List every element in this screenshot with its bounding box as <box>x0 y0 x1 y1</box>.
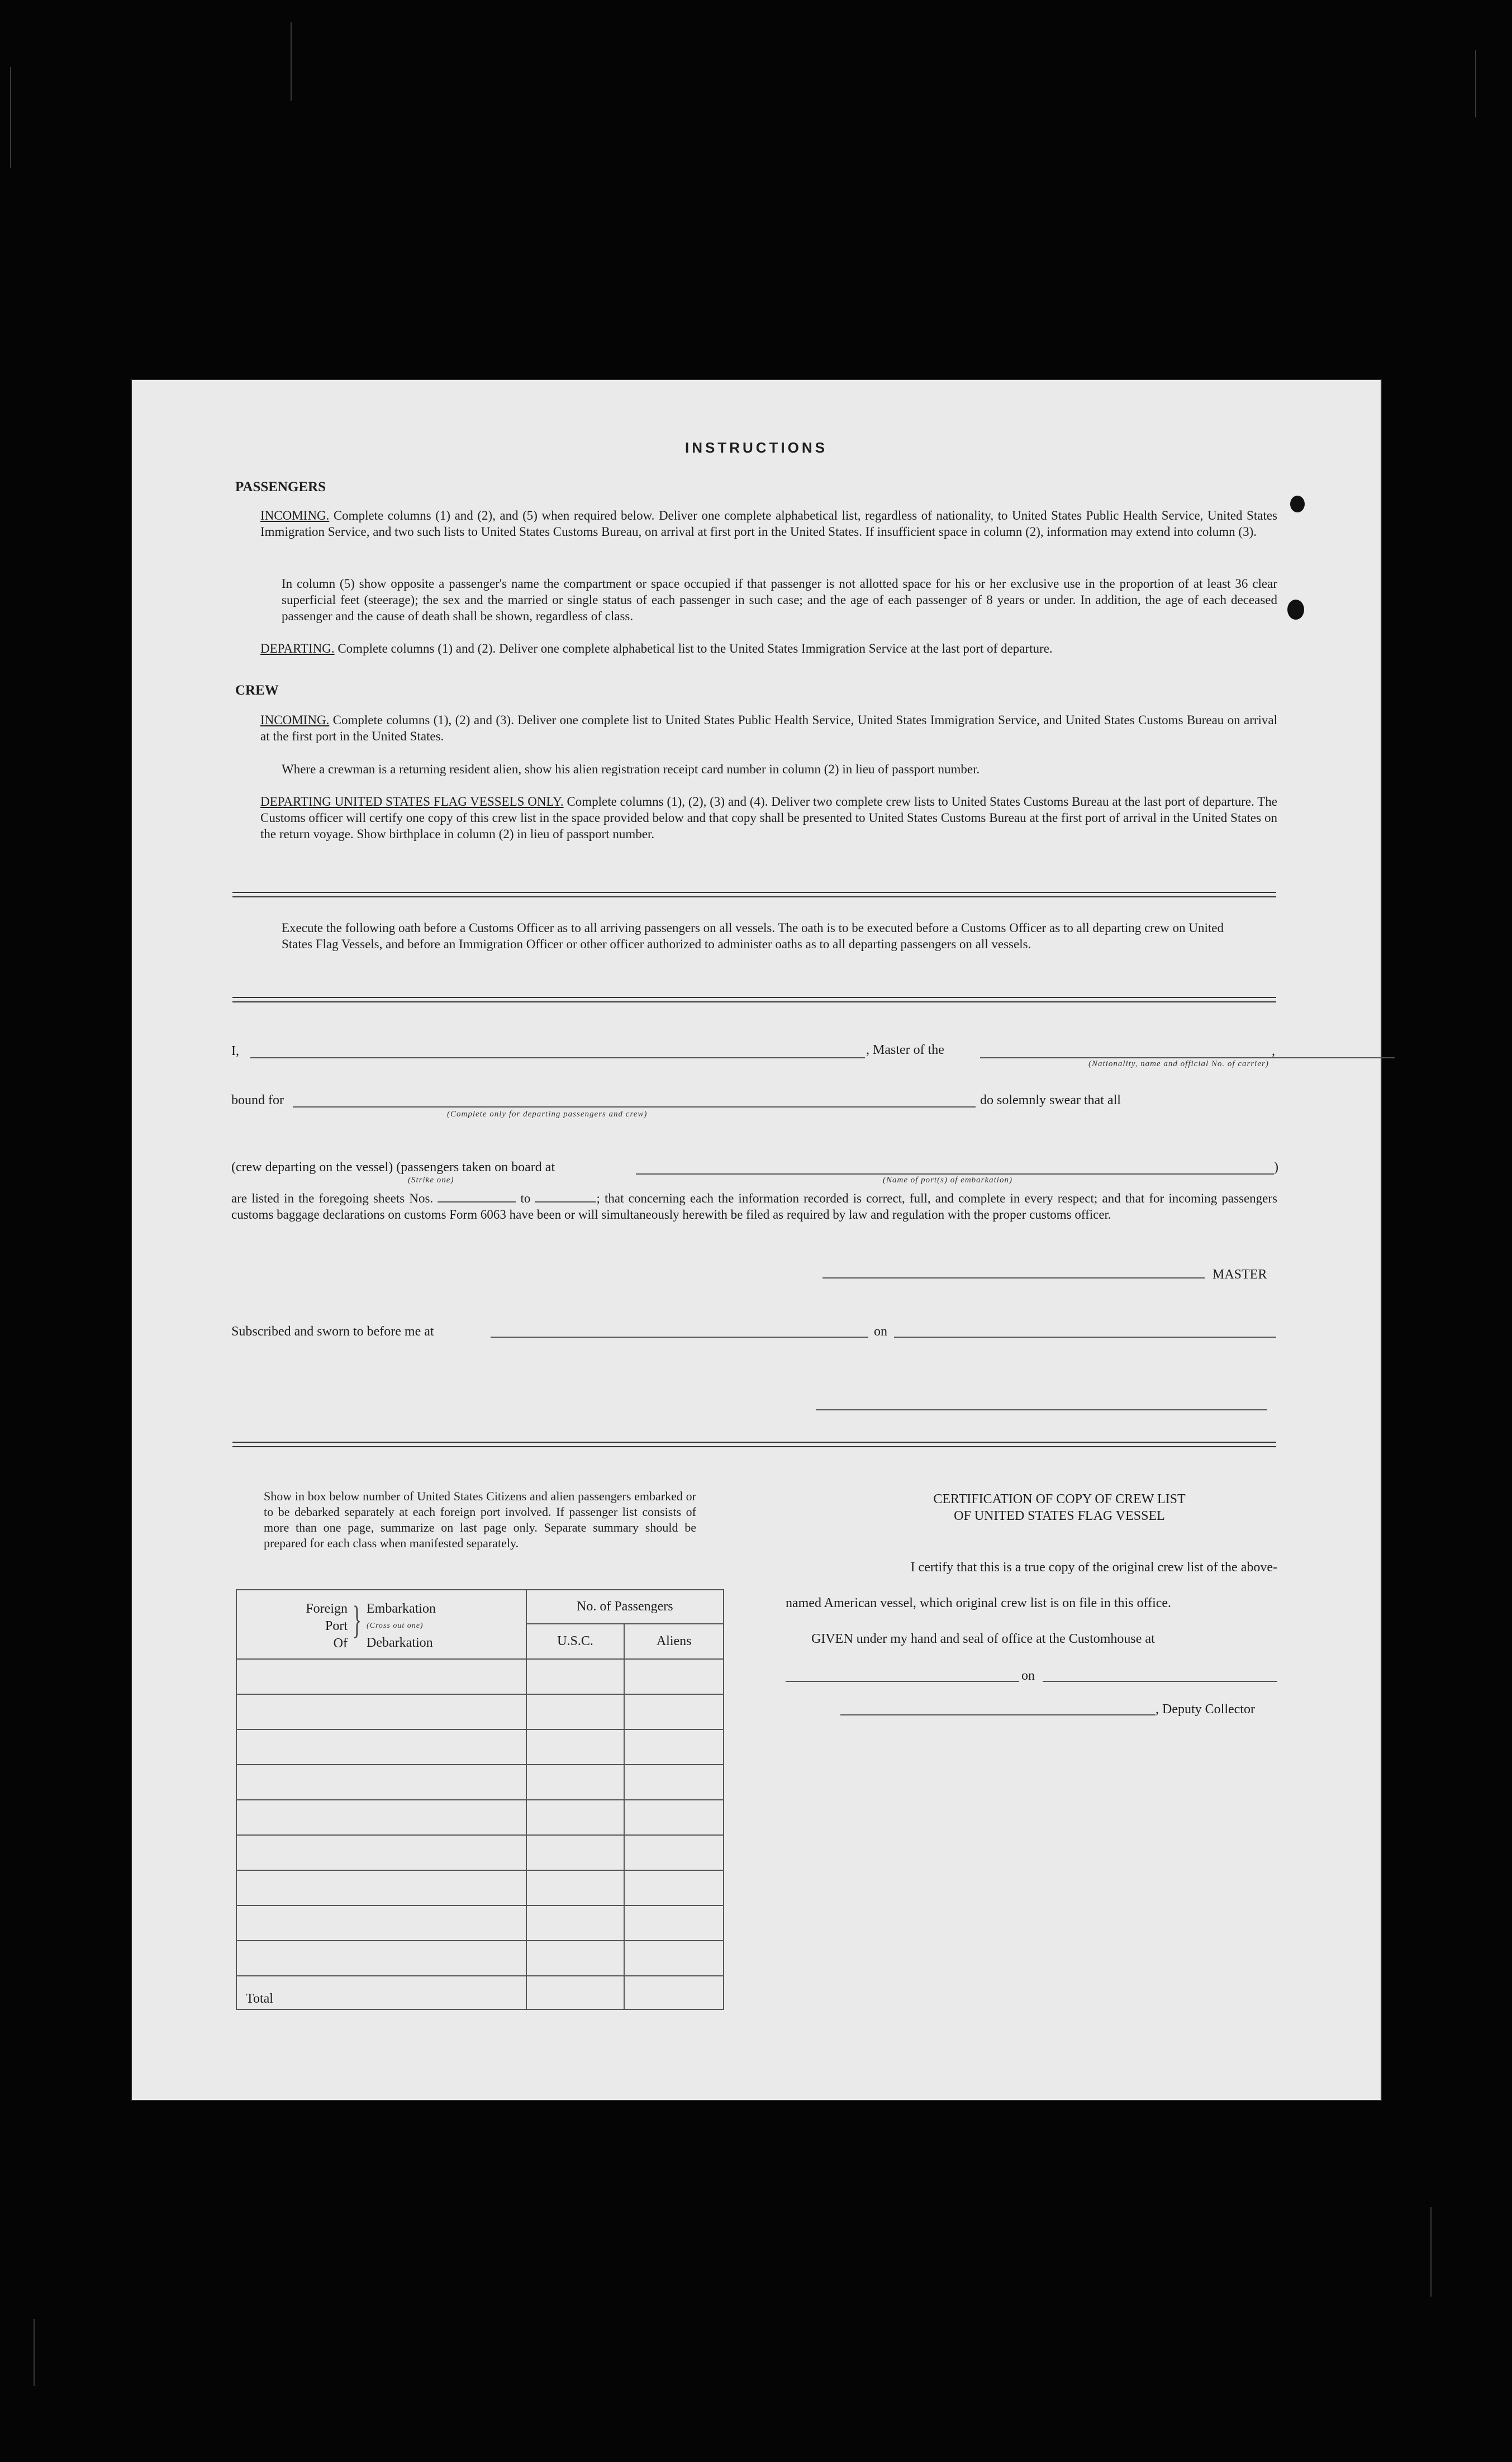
port-cell[interactable] <box>236 1659 526 1694</box>
listed-rest: ; that concerning each the information recorded is correct, full, and complete in every respect; and that for incoming passengers customs baggage declarations on customs Form 6063 have been or will simultaneously herewith be filed as required by law and regulation with the proper customs officer. <box>231 1191 1277 1222</box>
certification-line3: GIVEN under my hand and seal of office at the Customhouse at <box>811 1632 1155 1646</box>
certification-date-line[interactable] <box>1043 1681 1277 1682</box>
usc-cell[interactable] <box>526 1694 625 1729</box>
port-cell[interactable] <box>236 1800 526 1835</box>
certification-line2: named American vessel, which original crew list is on file in this office. <box>786 1596 1172 1610</box>
film-scratch <box>10 67 11 168</box>
brace-symbol: } <box>352 1599 362 1642</box>
aliens-cell[interactable] <box>624 1835 724 1870</box>
usc-cell[interactable] <box>526 1659 625 1694</box>
swear-label: do solemnly swear that all <box>980 1093 1121 1108</box>
master-signature-line[interactable] <box>822 1277 1205 1278</box>
total-label: Total <box>236 1976 526 2009</box>
aliens-cell[interactable] <box>624 1765 724 1800</box>
deputy-collector-label: , Deputy Collector <box>1156 1702 1255 1717</box>
table-row <box>236 1870 724 1905</box>
master-of-label: , Master of the <box>866 1043 944 1057</box>
oath-trailing-comma: , <box>1272 1044 1275 1058</box>
aliens-cell[interactable] <box>624 1729 724 1765</box>
table-row <box>236 1905 724 1941</box>
to-label: to <box>520 1191 531 1205</box>
usc-cell[interactable] <box>526 1800 625 1835</box>
crew-incoming-para <box>260 712 1277 744</box>
passengers-departing-text: Complete columns (1) and (2). Deliver one complete alphabetical list to the United States Immigration Service at the last port of departure. <box>337 641 1053 655</box>
subscribed-on-label: on <box>874 1324 887 1339</box>
table-row <box>236 1694 724 1729</box>
aliens-cell[interactable] <box>624 1659 724 1694</box>
master-name-line[interactable] <box>250 1057 865 1058</box>
film-scratch <box>291 22 292 101</box>
aliens-cell[interactable] <box>624 1941 724 1976</box>
certification-line1: I certify that this is a true copy of the original crew list of the above- <box>910 1560 1277 1575</box>
passengers-incoming-label: INCOMING. <box>260 508 330 522</box>
port-cell[interactable] <box>236 1905 526 1941</box>
port-header-cell <box>236 1590 526 1659</box>
usc-cell[interactable] <box>526 1905 625 1941</box>
embarkation-port-line[interactable] <box>636 1173 1274 1175</box>
carrier-line[interactable] <box>980 1057 1395 1058</box>
deputy-signature-line[interactable] <box>840 1714 1156 1715</box>
ink-blot <box>1290 496 1305 512</box>
bound-caption: (Complete only for departing passengers and crew) <box>447 1110 648 1119</box>
oath-intro: Execute the following oath before a Customs Officer as to all arriving passengers on all vessels. The oath is to be executed before a Customs Officer as to all departing crew on United States Flag Vessels, and before an Immigration Officer or other officer authorized to administer oaths as to all departing passengers on all vessels. <box>282 921 1224 951</box>
certification-title-line1: CERTIFICATION OF COPY OF CREW LIST <box>933 1492 1186 1506</box>
aliens-header: Aliens <box>624 1624 724 1659</box>
passengers-column5-para: In column (5) show opposite a passenger's name the compartment or space occupied if that passenger is not allotted space for his or her exclusive use in the proportion of at least 36 clear superficial feet (steerage); the sex and the married or single status of each passenger in such case; and the age of each passenger of 8 years or under. In addition, the age of each deceased passenger and the cause of death shall be shown, regardless of class. <box>282 577 1277 623</box>
crew-incoming-text: Complete columns (1), (2) and (3). Deliver one complete list to United States Public Health Service, United States Immigration Service, and United States Customs Bureau on arrival at the first port in the United States. <box>260 713 1278 743</box>
bound-for-label: bound for <box>231 1093 284 1108</box>
usc-cell[interactable] <box>526 1729 625 1765</box>
passengers-departing-label: DEPARTING. <box>260 641 335 655</box>
listed-label: are listed in the foregoing sheets Nos. <box>231 1191 434 1205</box>
passenger-summary-table <box>236 1589 724 2010</box>
subscribed-label: Subscribed and sworn to before me at <box>231 1324 434 1339</box>
table-row <box>236 1659 724 1694</box>
usc-cell[interactable] <box>526 1835 625 1870</box>
ink-blot <box>1287 600 1304 620</box>
sworn-place-line[interactable] <box>491 1337 868 1338</box>
crew-departing-para <box>260 793 1277 842</box>
usc-cell[interactable] <box>526 1765 625 1800</box>
col-port: Port <box>325 1619 348 1633</box>
aliens-cell[interactable] <box>624 1870 724 1905</box>
port-cell[interactable] <box>236 1941 526 1976</box>
certification-title-line2: OF UNITED STATES FLAG VESSEL <box>954 1509 1165 1523</box>
table-row <box>236 1765 724 1800</box>
crew-heading: CREW <box>235 683 279 698</box>
no-passengers-header: No. of Passengers <box>526 1590 724 1624</box>
col-cross: (Cross out one) <box>367 1622 424 1630</box>
aliens-cell[interactable] <box>624 1694 724 1729</box>
film-scratch <box>1430 2207 1432 2297</box>
col-debarkation: Debarkation <box>367 1636 433 1650</box>
crew-incoming-label: INCOMING. <box>260 713 330 727</box>
sheet-to-line[interactable] <box>535 1201 596 1203</box>
usc-cell[interactable] <box>526 1941 625 1976</box>
passengers-heading: PASSENGERS <box>235 479 326 495</box>
aliens-total-cell[interactable] <box>624 1976 724 2009</box>
passengers-departing-para <box>260 640 1277 657</box>
crew-departing-label: DEPARTING UNITED STATES FLAG VESSELS ONLY. <box>260 795 564 809</box>
aliens-cell[interactable] <box>624 1905 724 1941</box>
film-scratch <box>1475 50 1476 117</box>
table-row <box>236 1800 724 1835</box>
film-scratch <box>34 2319 35 2386</box>
table-row <box>236 1941 724 1976</box>
section-divider <box>232 892 1276 897</box>
crew-passengers-label: (crew departing on the vessel) (passengers taken on board at <box>231 1160 555 1175</box>
sworn-date-line[interactable] <box>894 1337 1276 1338</box>
instructions-title: INSTRUCTIONS <box>685 439 828 456</box>
col-embarkation: Embarkation <box>367 1601 436 1616</box>
port-cell[interactable] <box>236 1870 526 1905</box>
bound-for-line[interactable] <box>293 1106 976 1108</box>
aliens-cell[interactable] <box>624 1800 724 1835</box>
master-sign-label: MASTER <box>1213 1267 1267 1282</box>
summary-instructions: Show in box below number of United States Citizens and alien passengers embarked or to be debarked separately at each foreign port involved. If passenger list consists of more than one page, summarize on last page only. Separate summary should be prepared for each class when manifested separately. <box>264 1489 696 1550</box>
port-cell[interactable] <box>236 1694 526 1729</box>
sheet-from-line[interactable] <box>438 1201 516 1203</box>
port-cell[interactable] <box>236 1765 526 1800</box>
embarkation-caption: (Name of port(s) of embarkation) <box>883 1176 1012 1185</box>
nationality-caption: (Nationality, name and official No. of carrier) <box>1088 1059 1269 1068</box>
strike-caption: (Strike one) <box>408 1176 454 1185</box>
port-cell[interactable] <box>236 1729 526 1765</box>
passengers-incoming-para <box>260 507 1277 540</box>
table-row <box>236 1729 724 1765</box>
port-cell[interactable] <box>236 1835 526 1870</box>
oath-close-paren: ) <box>1274 1160 1278 1175</box>
officer-signature-line[interactable] <box>816 1409 1267 1410</box>
listed-para <box>231 1190 1277 1223</box>
section-divider <box>232 1442 1276 1447</box>
col-foreign: Foreign <box>306 1601 348 1616</box>
oath-i-label: I, <box>231 1044 239 1058</box>
crew-resident-para: Where a crewman is a returning resident alien, show his alien registration receipt card number in column (2) in lieu of passport number. <box>282 762 980 776</box>
col-of: Of <box>333 1636 348 1651</box>
crew-departing-text: Complete columns (1), (2), (3) and (4). Deliver two complete crew lists to United States Customs Bureau at the last port of departure. The Customs officer will certify one copy of this crew list in the space provided below and that copy shall be presented to United States Customs Bureau at the first port of arrival in the United States on the return voyage. Show birthplace in column (2) in lieu of passport number. <box>260 795 1278 841</box>
section-divider <box>232 997 1276 1002</box>
customhouse-line[interactable] <box>786 1681 1019 1682</box>
table-row <box>236 1835 724 1870</box>
usc-total-cell[interactable] <box>526 1976 625 2009</box>
certification-on-label: on <box>1021 1669 1035 1683</box>
certification-title <box>853 1491 1266 1524</box>
usc-header: U.S.C. <box>526 1624 625 1659</box>
total-row <box>236 1976 724 2009</box>
form-page <box>132 380 1381 2100</box>
usc-cell[interactable] <box>526 1870 625 1905</box>
passengers-incoming-text: Complete columns (1) and (2), and (5) when required below. Deliver one complete alphabetical list, regardless of nationality, to United States Public Health Service, United States Immigration Service, and two such lists to United States Customs Bureau, on arrival at first port in the United States. If insufficient space in column (2), information may extend into column (3). <box>260 508 1278 539</box>
